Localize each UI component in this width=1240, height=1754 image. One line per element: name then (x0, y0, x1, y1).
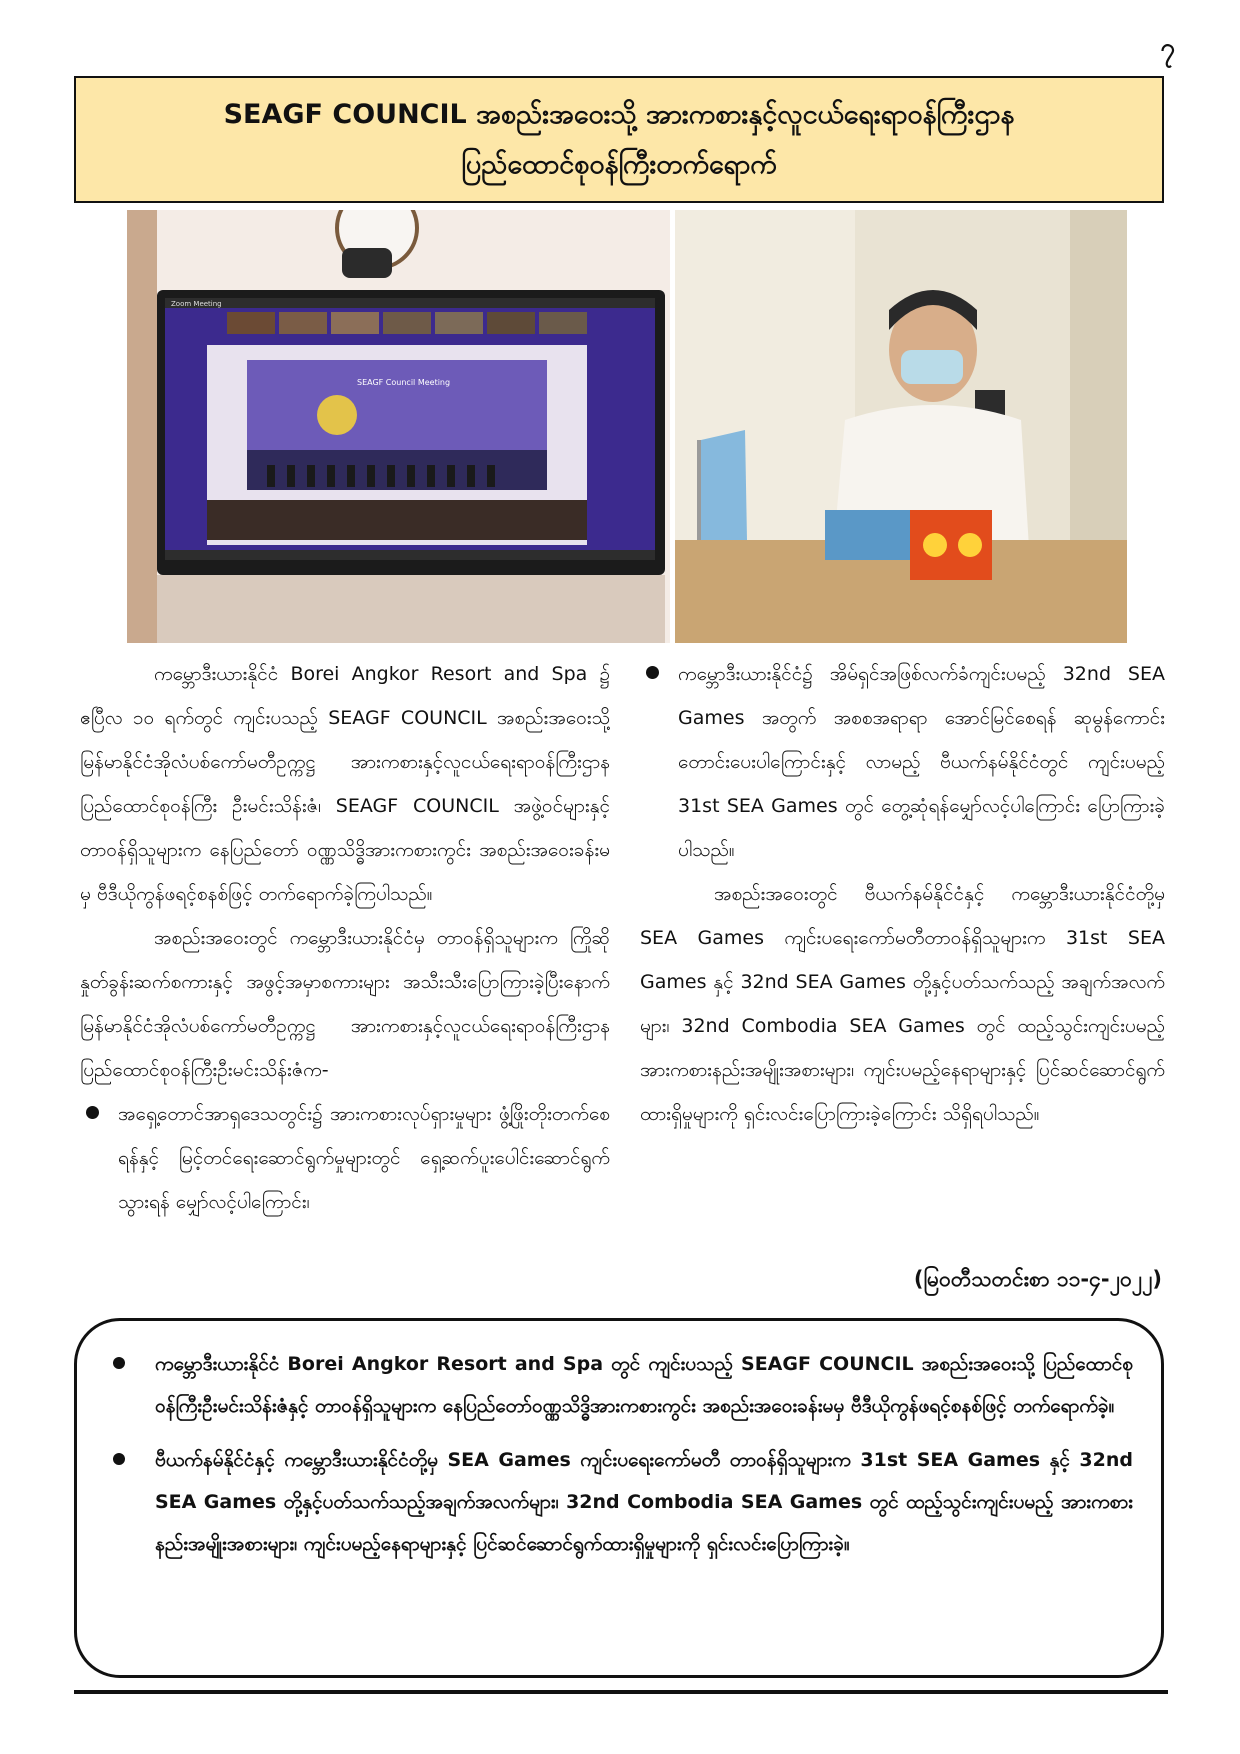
article-bullet-2 (640, 652, 1165, 872)
bullet-icon (113, 1357, 125, 1369)
bullet-icon (86, 1106, 99, 1119)
summary-item-2-text: ဗီယက်နမ်နိုင်ငံနှင့် ကမ္ဘောဒီးယားနိုင်ငံတို့မှ SEA Games ကျင်းပရေးကော်မတီ တာဝန်ရှိသူများက 31st SEA Games နှင့် 32nd SEA Games တို့နှင့်ပတ်သက်သည့်အချက်အလက်များ၊ 32nd Combodia SEA Games တွင် ထည့်သွင်းကျင်းပမည့် အားကစားနည်းအမျိုးအစားများ၊ ကျင်းပမည့်နေရာများနှင့် ပြင်ဆင်ဆောင်ရွက်ထားရှိမှုများကို ရှင်းလင်းပြောကြားခဲ့။ (155, 1449, 1133, 1555)
article-bullet-1 (80, 1092, 610, 1224)
page-number: ၇ (1160, 33, 1175, 63)
article-paragraph-2: အစည်းအဝေးတွင် ကမ္ဘောဒီးယားနိုင်ငံမှ တာဝန်ရှိသူများက ကြိုဆိုနှုတ်ခွန်းဆက်စကားနှင့် အဖွင့်အမှာစကားများ အသီးသီးပြောကြားခဲ့ပြီးနောက် မြန်မာနိုင်ငံအိုလံပစ်ကော်မတီဥက္ကဋ္ဌ အားကစားနှင့်လူငယ်ရေးရာဝန်ကြီးဌာန ပြည်ထောင်စုဝန်ကြီးဦးမင်းသိန်းဇံက- (80, 927, 610, 1081)
photo-union-minister (675, 210, 1127, 643)
headline-line-1: SEAGF COUNCIL အစည်းအဝေးသို့ အားကစားနှင့်လူငယ်ရေးရာဝန်ကြီးဌာန (223, 98, 1015, 130)
headline-line-2: ပြည်ထောင်စုဝန်ကြီးတက်ရောက် (461, 148, 777, 180)
article-column-left (80, 652, 610, 1224)
zoom-window-title: Zoom Meeting (171, 300, 222, 308)
headline-box (74, 76, 1164, 203)
bullet-icon (646, 666, 659, 679)
photo-video-conference (127, 210, 670, 643)
article-paragraph-1: ကမ္ဘောဒီးယားနိုင်ငံ Borei Angkor Resort and Spa ၌ ဧပြီလ ၁၀ ရက်တွင် ကျင်းပသည့် SEAGF COUNCIL အစည်းအဝေးသို့ မြန်မာနိုင်ငံအိုလံပစ်ကော်မတီဥက္ကဋ္ဌ အားကစားနှင့်လူငယ်ရေးရာဝန်ကြီးဌာန ပြည်ထောင်စုဝန်ကြီး ဦးမင်းသိန်းဇံ၊ SEAGF COUNCIL အဖွဲ့ဝင်များနှင့် တာဝန်ရှိသူများက နေပြည်တော် ဝဏ္ဏသိဒ္ဓိအားကစားကွင်း အစည်းအဝေးခန်းမမှ ဗီဒီယိုကွန်ဖရင့်စနစ်ဖြင့် တက်ရောက်ခဲ့ကြပါသည်။ (80, 663, 610, 905)
footer-rule (74, 1690, 1168, 1694)
news-source: (မြဝတီသတင်းစာ ၁၁-၄-၂၀၂၂) (913, 1267, 1162, 1291)
article-bullet-1-text: အရှေ့တောင်အာရှဒေသတွင်း၌ အားကစားလုပ်ရှားမှုများ ဖွံ့ဖြိုးတိုးတက်စေရန်နှင့် မြင့်တင်ရေးဆောင်ရွက်မှုများတွင် ရှေ့ဆက်ပူးပေါင်းဆောင်ရွက်သွားရန် မျှော်လင့်ပါကြောင်း၊ (118, 1103, 610, 1213)
meeting-banner-text: SEAGF Council Meeting (357, 378, 451, 387)
summary-item-1-text: ကမ္ဘောဒီးယားနိုင်ငံ Borei Angkor Resort and Spa တွင် ကျင်းပသည့် SEAGF COUNCIL အစည်းအဝေးသို့ ပြည်ထောင်စုဝန်ကြီးဦးမင်းသိန်းဇံနှင့် တာဝန်ရှိသူများက နေပြည်တော်ဝဏ္ဏသိဒ္ဓိအားကစားကွင်း အစည်းအဝေးခန်းမမှ ဗီဒီယိုကွန်ဖရင့်စနစ်ဖြင့် တက်ရောက်ခဲ့။ (155, 1353, 1133, 1417)
video-conference-illustration (127, 210, 670, 643)
article-bullet-2-text: ကမ္ဘောဒီးယားနိုင်ငံ၌ အိမ်ရှင်အဖြစ်လက်ခံကျင်းပမည့် 32nd SEA Games အတွက် အစစအရာရာ အောင်မြင်စေရန် ဆုမွန်ကောင်းတောင်းပေးပါကြောင်းနှင့် လာမည့် ဗီယက်နမ်နိုင်ငံတွင် ကျင်းပမည့် 31st SEA Games တွင် တွေ့ဆုံရန်မျှော်လင့်ပါကြောင်း ပြောကြားခဲ့ပါသည်။ (678, 663, 1165, 861)
article-column-right (640, 652, 1165, 1136)
summary-item-1 (105, 1343, 1133, 1427)
summary-item-2 (105, 1439, 1133, 1565)
summary-box (74, 1318, 1164, 1678)
bullet-icon (113, 1453, 125, 1465)
article-paragraph-3: အစည်းအဝေးတွင် ဗီယက်နမ်နိုင်ငံနှင့် ကမ္ဘောဒီးယားနိုင်ငံတို့မှ SEA Games ကျင်းပရေးကော်မတီတာဝန်ရှိသူများက 31st SEA Games နှင့် 32nd SEA Games တို့နှင့်ပတ်သက်သည့် အချက်အလက်များ၊ 32nd Combodia SEA Games တွင် ထည့်သွင်းကျင်းပမည့် အားကစားနည်းအမျိုးအစားများ၊ ကျင်းပမည့်နေရာများနှင့် ပြင်ဆင်ဆောင်ရွက်ထားရှိမှုများကို ရှင်းလင်းပြောကြားခဲ့ကြောင်း သိရှိရပါသည်။ (640, 883, 1165, 1125)
union-minister-illustration (675, 210, 1127, 643)
